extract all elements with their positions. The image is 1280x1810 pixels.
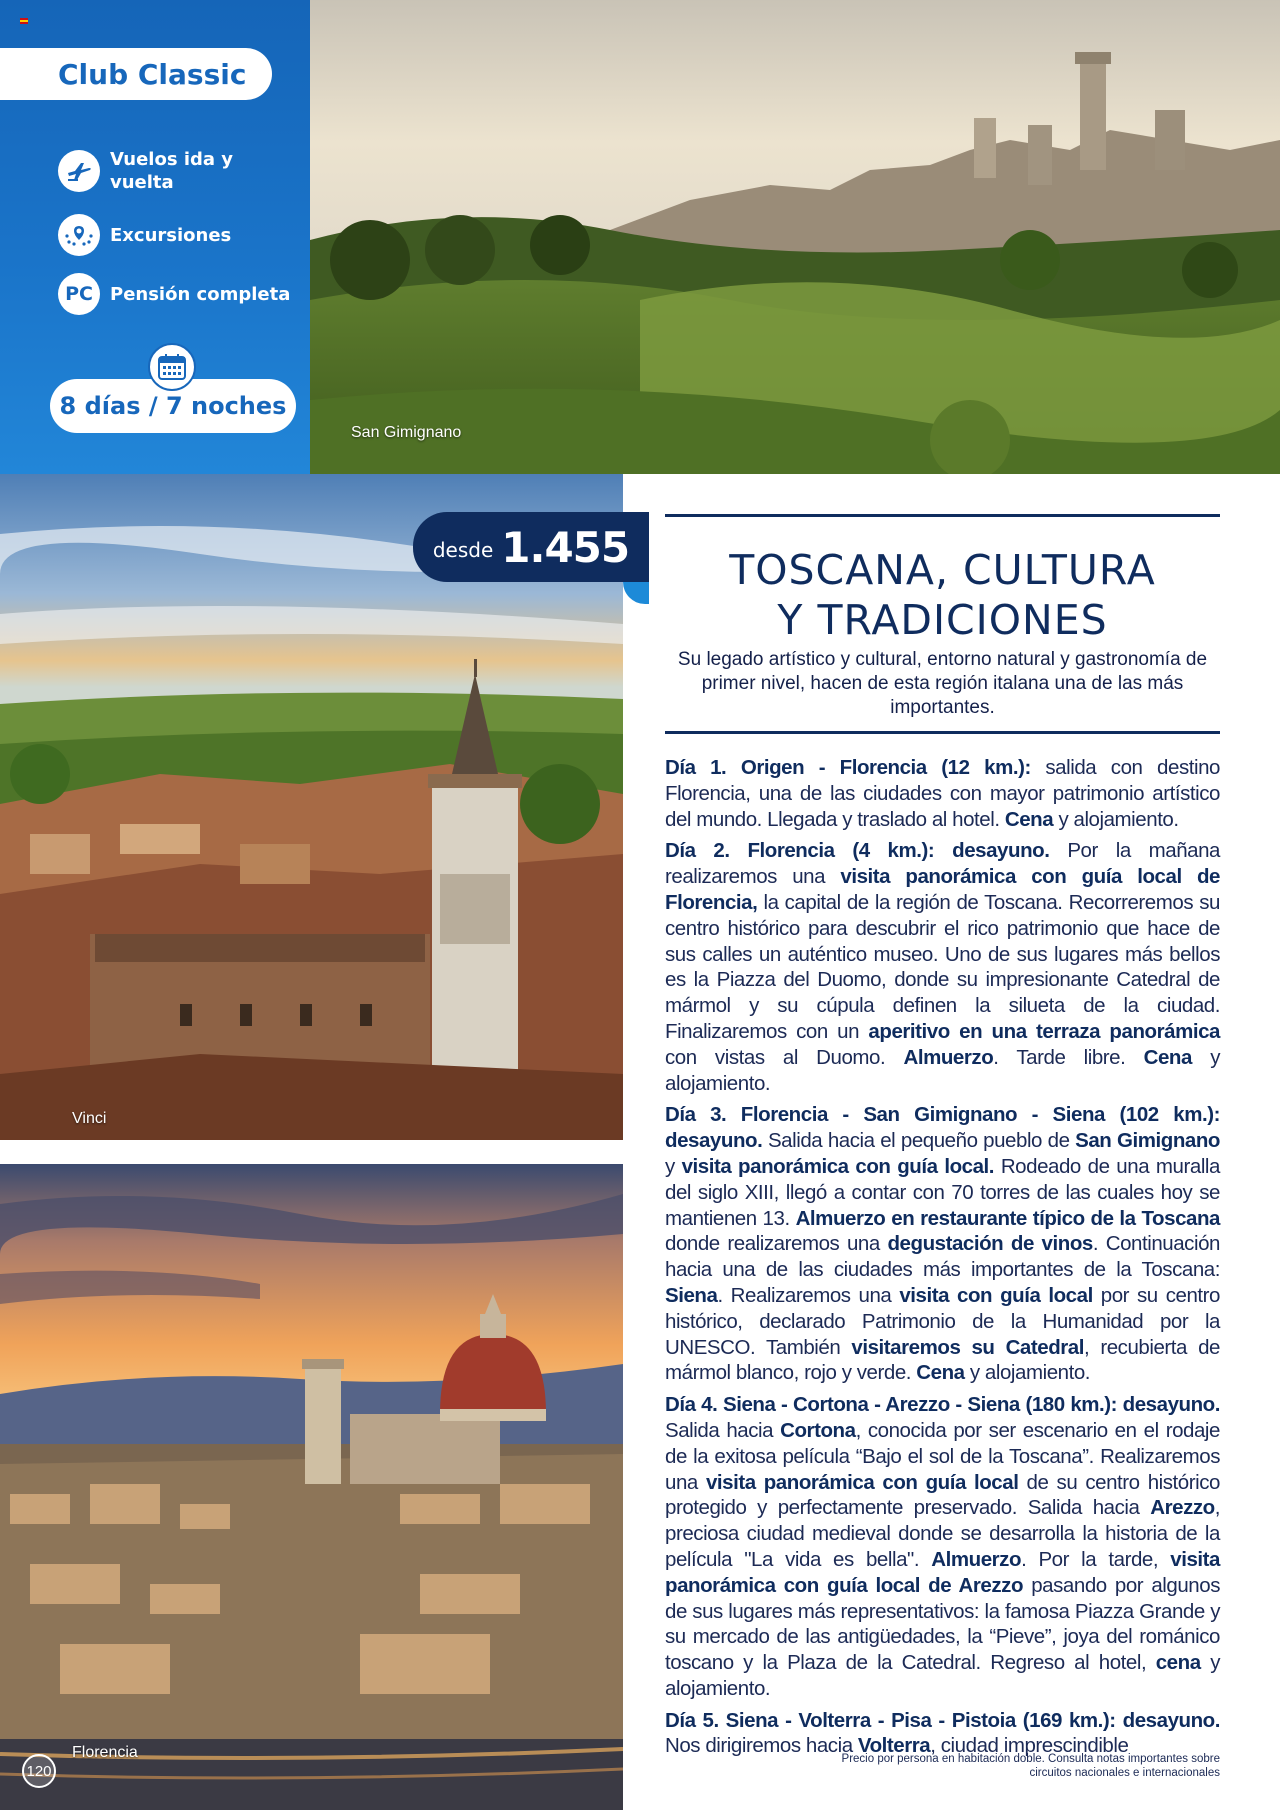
day-heading: Día 2. Florencia (4 km.): desayuno.	[665, 839, 1050, 863]
footnote-line-2: circuitos nacionales e internacionales	[1029, 1767, 1220, 1779]
caption-san-gimignano: San Gimignano	[351, 424, 462, 441]
day-text-bold: visita panorámica con guía local de Florencia,	[665, 865, 1221, 914]
feature-full-board	[58, 273, 290, 315]
day-text-bold: cena	[1155, 1651, 1201, 1675]
caption-florencia: Florencia	[72, 1744, 138, 1761]
title-top-rule	[665, 514, 1220, 517]
day-text-bold: Cena	[1004, 807, 1054, 831]
day-text: donde realizaremos una	[665, 1232, 888, 1256]
caption-vinci: Vinci	[72, 1110, 107, 1127]
day-text: y alojamiento.	[964, 1361, 1091, 1385]
feature-flights-label-2: vuelta	[110, 172, 174, 193]
itinerary-day	[665, 1392, 1220, 1702]
day-text: , recubierta de mármol blanco, rojo y verde.	[665, 1335, 1220, 1385]
day-text: . Tarde libre.	[993, 1045, 1144, 1069]
plane-icon	[58, 150, 100, 192]
day-text: . Realizaremos una	[717, 1283, 900, 1307]
day-text: Nos dirigiremos hacia	[665, 1734, 858, 1758]
title-line-1: TOSCANA, CULTURA	[729, 546, 1156, 594]
duration-label: 8 días / 7 noches	[50, 379, 296, 433]
day-heading: Día 5. Siena - Volterra - Pisa - Pistoia (169 km.): desayuno.	[665, 1708, 1220, 1732]
excursion-icon	[58, 214, 100, 256]
day-text-bold: Almuerzo	[931, 1547, 1022, 1571]
day-text: Salida hacia	[665, 1418, 781, 1442]
feature-excursions-label: Excursiones	[110, 224, 232, 246]
day-heading: Día 1. Origen - Florencia (12 km.):	[665, 756, 1031, 779]
day-text: . Por la tarde,	[1021, 1547, 1171, 1571]
day-text-bold: visitaremos su Catedral	[851, 1335, 1085, 1359]
day-heading: Día 4. Siena - Cortona - Arezzo - Siena (180 km.): desayuno.	[665, 1393, 1220, 1417]
day-text: y alojamiento.	[665, 1651, 1220, 1700]
page-subtitle: Su legado artístico y cultural, entorno natural y gastronomía de primer nivel, hacen de esta región italana una de las más importantes.	[677, 649, 1208, 718]
day-text-bold: visita con guía local	[899, 1283, 1093, 1307]
club-classic-label: Club Classic	[0, 48, 272, 100]
day-text-bold: Cena	[1143, 1045, 1192, 1069]
day-text: , ciudad imprescindible	[930, 1734, 1129, 1758]
day-text: , preciosa ciudad medieval donde se desarrolla la historia de la película "La vida es bella".	[665, 1496, 1220, 1571]
day-text: Salida hacia el pequeño pueblo de	[762, 1129, 1076, 1153]
day-text-bold: visita panorámica con guía local	[705, 1470, 1019, 1494]
price-footnote	[760, 1752, 1220, 1780]
day-text: Por la mañana realizaremos una	[665, 839, 1220, 889]
day-text-bold: visita panorámica con guía local.	[681, 1154, 995, 1178]
day-text-bold: Volterra	[857, 1734, 931, 1758]
day-text-bold: Almuerzo	[903, 1045, 994, 1069]
san-gimignano-landscape	[310, 0, 1280, 474]
day-text: con vistas al Duomo.	[665, 1045, 904, 1069]
flag-icon	[20, 18, 28, 24]
price-value: 1.455	[501, 522, 630, 572]
day-text: la capital de la región de Toscana. Recorreremos su centro histórico para descubrir el rico patrimonio que hace de sus calles un auténtico museo. Uno de sus lugares más bellos es la Piazza del Duomo, donde su impresionante Catedral de mármol y su cúpula definen la silueta de la ciudad. Finalizaremos con un	[665, 890, 1220, 1043]
day-text-bold: degustación de vinos	[887, 1232, 1093, 1256]
photo-san-gimignano	[310, 0, 1280, 474]
day-text: salida con destino Florencia, una de las ciudades con mayor patrimonio artístico del mundo. Llegada y traslado al hotel.	[665, 756, 1220, 831]
price-tag-fold	[623, 582, 649, 604]
day-text-bold: Almuerzo en restaurante típico de la Toscana	[795, 1206, 1220, 1230]
day-text-bold: Arezzo	[1150, 1496, 1215, 1520]
day-text-bold: Cena	[916, 1361, 965, 1385]
title-line-2: Y TRADICIONES	[777, 596, 1108, 644]
day-text-bold: San Gimignano	[1075, 1129, 1220, 1153]
full-board-icon: PC	[58, 273, 100, 315]
itinerary-day	[665, 838, 1220, 1096]
feature-excursions	[58, 214, 231, 256]
photo-florencia	[0, 1164, 623, 1810]
day-heading: Día 3. Florencia - San Gimignano - Siena (102 km.): desayuno.	[665, 1103, 1220, 1153]
itinerary-day	[665, 1102, 1220, 1386]
feature-flights	[58, 148, 233, 194]
page-number: 120	[22, 1754, 56, 1788]
calendar-icon	[148, 343, 196, 391]
itinerary	[665, 755, 1220, 1765]
day-text: pasando por algunos de sus lugares más representativos: la famosa Piazza Grande y su mercado de las antigüedades, la “Pieve”, joya del románico toscano y la Plaza de la Catedral. Regreso al hotel,	[665, 1573, 1220, 1675]
florencia-skyline	[0, 1164, 623, 1810]
feature-flights-label-1: Vuelos ida y	[110, 149, 234, 170]
day-text: . Continuación hacia una de las ciudades más importantes de la Toscana:	[665, 1232, 1220, 1282]
price-tag	[413, 512, 649, 582]
day-text: y alojamiento.	[665, 1045, 1220, 1095]
day-text: Rodeado de una muralla del siglo XIII, llegó a contar con 70 torres de las cuales hoy se mantienen 13.	[665, 1154, 1220, 1230]
day-text-bold: Cortona	[780, 1418, 856, 1442]
day-text: , conocida por ser escenario en el rodaje de la exitosa película “Bajo el sol de la Toscana”. Realizaremos una	[665, 1418, 1220, 1494]
day-text: de su centro histórico protegido y perfectamente preservado. Salida hacia	[665, 1470, 1220, 1520]
day-text-bold: aperitivo en una terraza panorámica	[868, 1019, 1221, 1043]
feature-full-board-label: Pensión completa	[110, 283, 291, 305]
day-text: por su centro histórico, declarado Patrimonio de la Humanidad por la UNESCO. También	[665, 1283, 1220, 1359]
day-text-bold: visita panorámica con guía local de Arezzo	[665, 1547, 1220, 1597]
itinerary-day	[665, 755, 1220, 832]
footnote-line-1: Precio por persona en habitación doble. Consulta notas importantes sobre	[841, 1753, 1220, 1765]
price-label: desde	[432, 538, 494, 562]
day-text-bold: Siena	[665, 1283, 718, 1307]
title-bottom-rule	[665, 731, 1220, 734]
page-title	[665, 545, 1220, 645]
day-text: y alojamiento.	[1053, 807, 1179, 831]
day-text: y	[665, 1154, 682, 1178]
